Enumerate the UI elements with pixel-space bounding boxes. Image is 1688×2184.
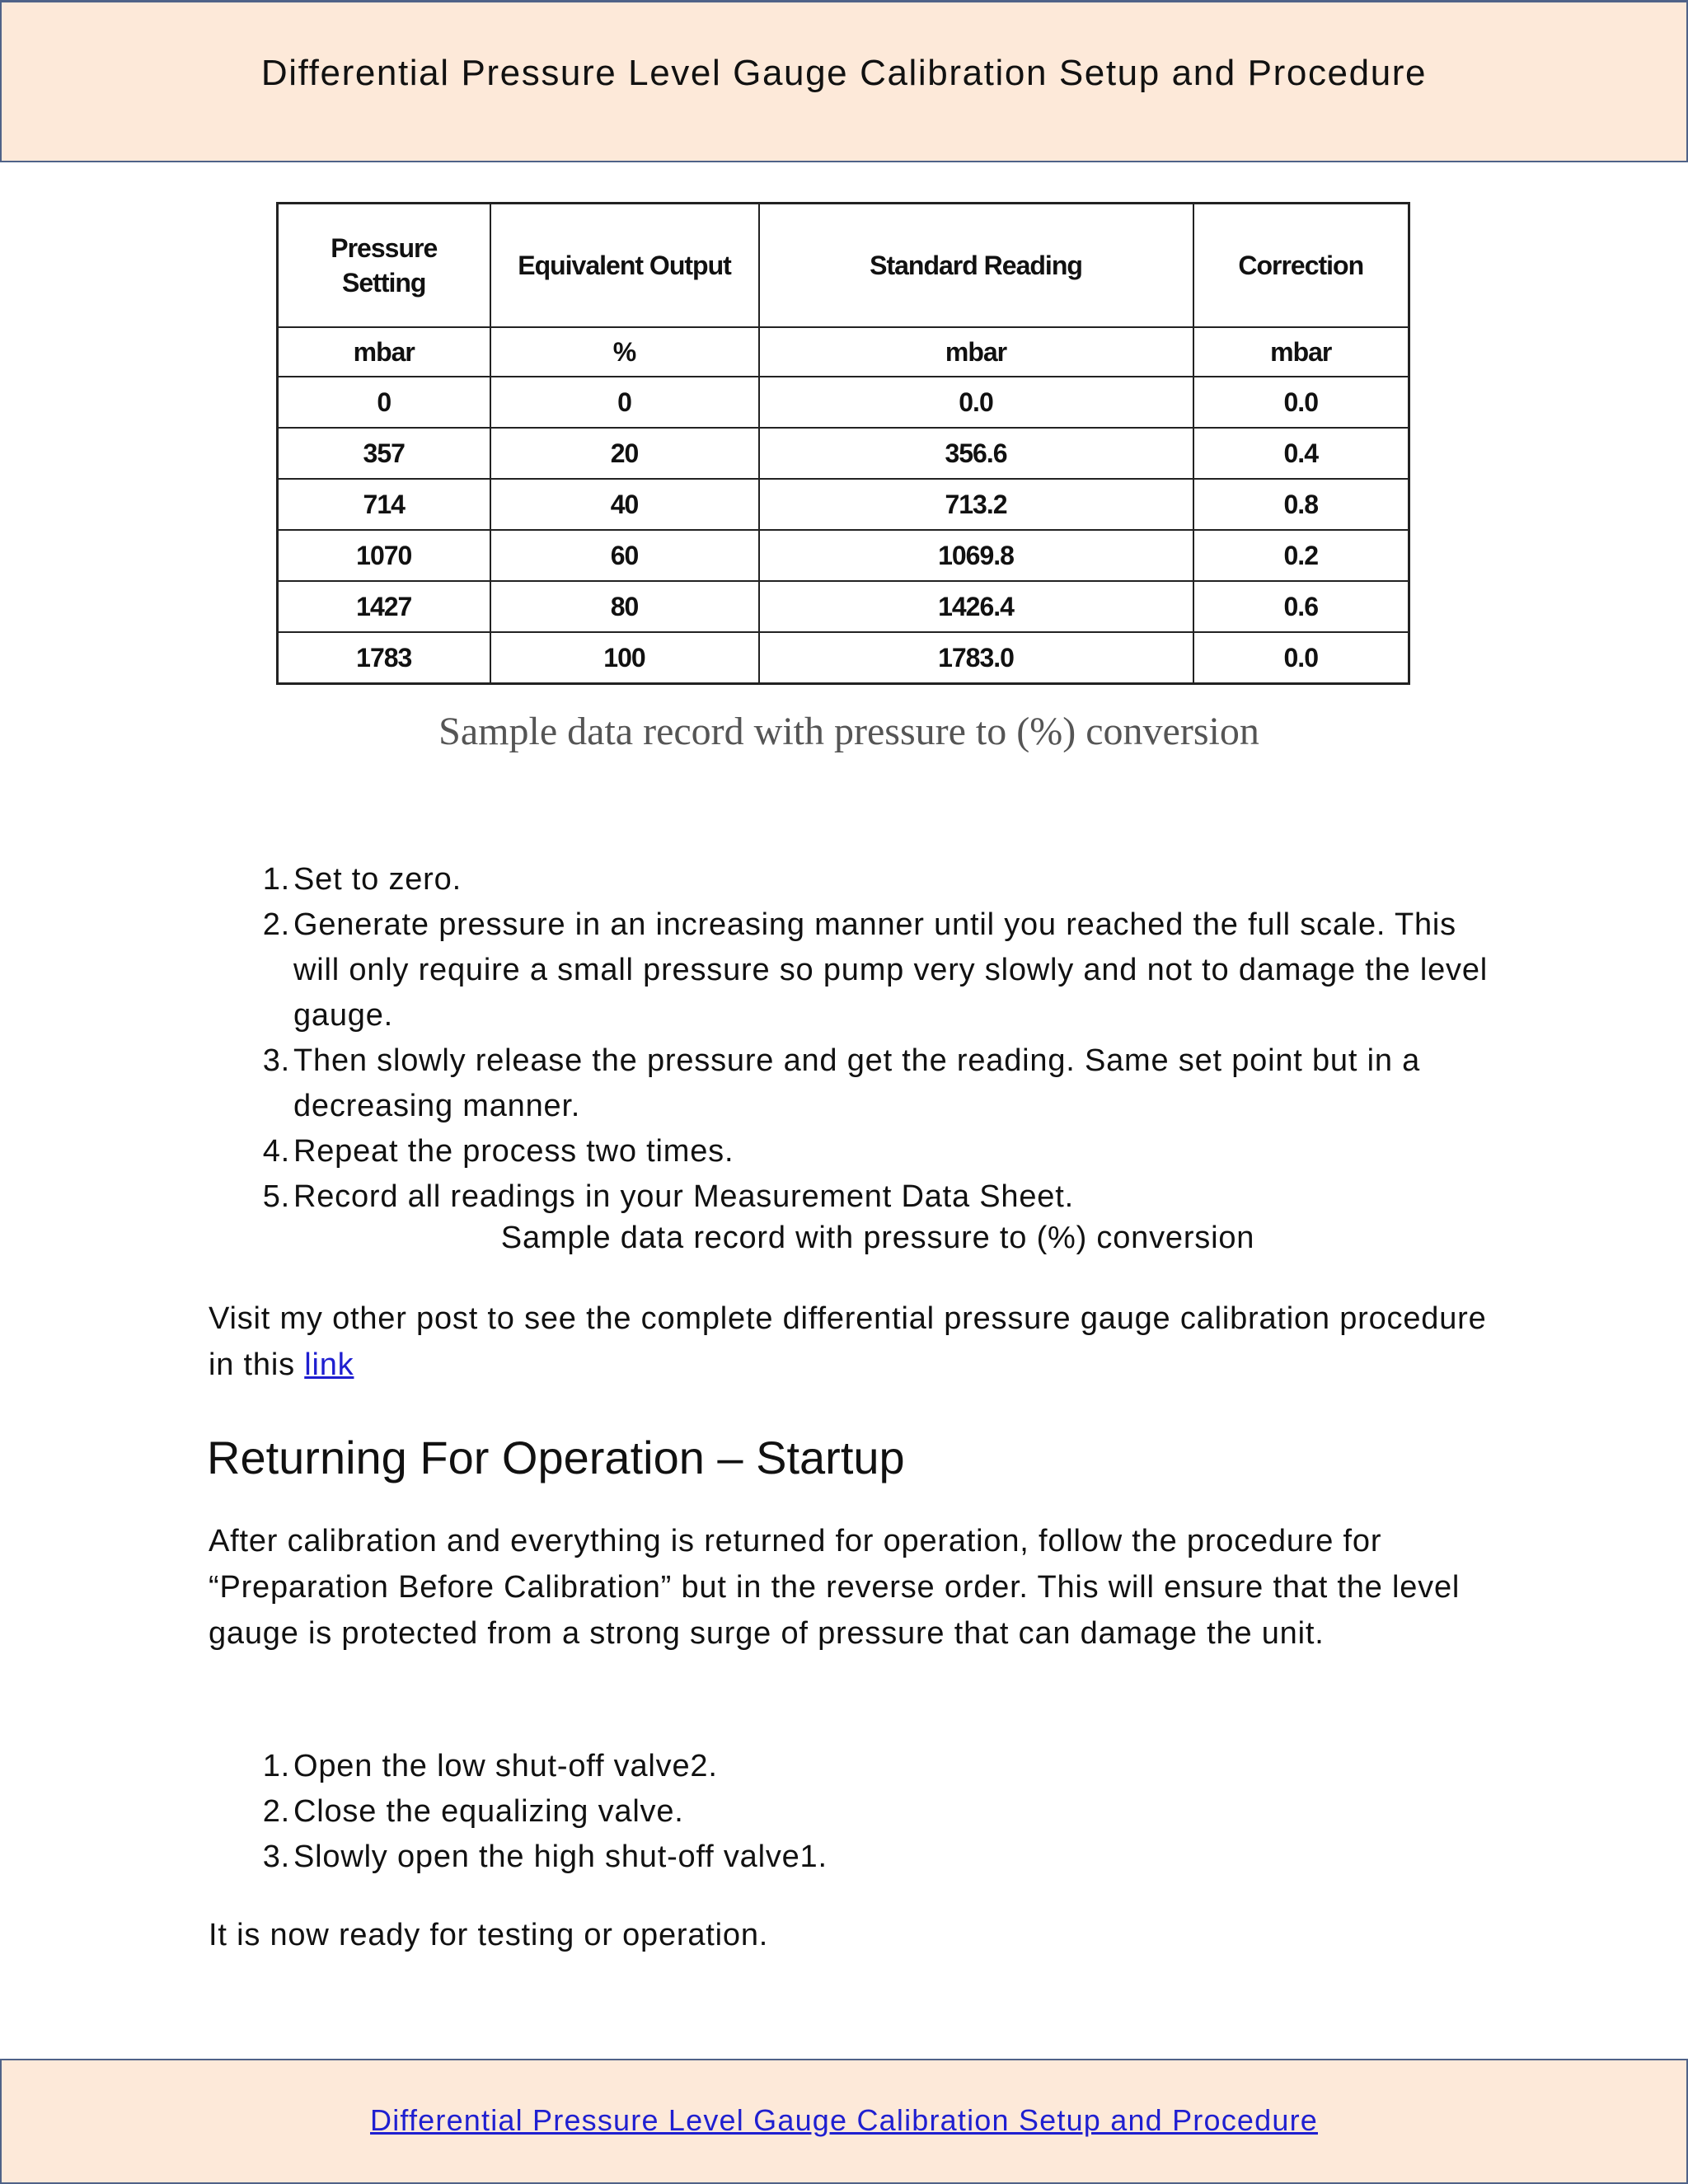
table-cell: 713.2 — [759, 479, 1193, 530]
header-pressure-setting: Pressure Setting — [278, 204, 490, 328]
unit-cell: mbar — [278, 327, 490, 377]
calibration-steps-list — [247, 857, 1489, 1220]
table-cell: 0 — [278, 377, 490, 428]
procedure-link[interactable]: link — [304, 1347, 354, 1382]
table-cell: 80 — [490, 581, 759, 632]
table-cell: 1783 — [278, 632, 490, 684]
table-cell: 40 — [490, 479, 759, 530]
table-header-row — [278, 204, 1409, 328]
closing-paragraph: It is now ready for testing or operation. — [209, 1918, 769, 1952]
list-item — [247, 1744, 1489, 1789]
table-cell: 1070 — [278, 530, 490, 581]
table-cell: 0.4 — [1193, 428, 1409, 479]
table-cell: 0.0 — [1193, 632, 1409, 684]
list-item-text: Set to zero. — [293, 862, 462, 897]
table-row — [278, 377, 1409, 428]
list-item-number: 4. — [262, 1134, 290, 1169]
table-row — [278, 530, 1409, 581]
footer-link[interactable]: Differential Pressure Level Gauge Calibration Setup and Procedure — [370, 2103, 1318, 2137]
list-item — [247, 1129, 1489, 1174]
table-cell: 0.2 — [1193, 530, 1409, 581]
section-heading: Returning For Operation – Startup — [207, 1432, 905, 1483]
visit-paragraph — [209, 1296, 1494, 1388]
list-item-number: 5. — [262, 1179, 290, 1214]
list-item-text: Generate pressure in an increasing manner until you reached the full scale. This will only require a small pressure so pump very slowly and not to damage the level gauge. — [293, 907, 1489, 1033]
unit-cell: mbar — [1193, 327, 1409, 377]
table-cell: 357 — [278, 428, 490, 479]
list-item — [247, 1174, 1489, 1220]
list-item-text: Then slowly release the pressure and get the reading. Same set point but in a decreasing manner. — [293, 1043, 1421, 1123]
list-item — [247, 902, 1489, 1038]
data-table-container — [276, 202, 1410, 685]
table-row — [278, 479, 1409, 530]
list-item-text: Record all readings in your Measurement Data Sheet. — [293, 1179, 1074, 1214]
table-caption: Sample data record with pressure to (%) conversion — [438, 710, 1259, 753]
page-title: Differential Pressure Level Gauge Calibration Setup and Procedure — [260, 53, 1428, 93]
list-item-number: 1. — [262, 1749, 290, 1783]
header-standard-reading: Standard Reading — [759, 204, 1193, 328]
list-item-number: 1. — [262, 862, 290, 897]
table-units-row — [278, 327, 1409, 377]
unit-cell: mbar — [759, 327, 1193, 377]
table-cell: 0.6 — [1193, 581, 1409, 632]
list-item-text: Slowly open the high shut-off valve1. — [293, 1840, 828, 1874]
startup-intro-paragraph: After calibration and everything is returned for operation, follow the procedure for “Preparation Before Calibration” but in the reverse order. This will ensure that the level gauge is protected from a strong surge of pressure that can damage the unit. — [209, 1524, 1461, 1651]
table-cell: 60 — [490, 530, 759, 581]
table-cell: 100 — [490, 632, 759, 684]
list-item — [247, 857, 1489, 902]
table-cell: 0.0 — [759, 377, 1193, 428]
header-correction: Correction — [1193, 204, 1409, 328]
list-item-text: Open the low shut-off valve2. — [293, 1749, 718, 1783]
table-cell: 1426.4 — [759, 581, 1193, 632]
header-equivalent-output: Equivalent Output — [490, 204, 759, 328]
list-item-number: 2. — [262, 907, 290, 942]
table-cell: 0.0 — [1193, 377, 1409, 428]
visit-text: Visit my other post to see the complete differential pressure gauge calibration procedure in this — [209, 1301, 1487, 1382]
list-item-text: Close the equalizing valve. — [293, 1794, 684, 1829]
list-item-number: 3. — [262, 1840, 290, 1874]
table-cell: 0.8 — [1193, 479, 1409, 530]
list-item — [247, 1038, 1489, 1129]
table-cell: 714 — [278, 479, 490, 530]
table-cell: 1069.8 — [759, 530, 1193, 581]
list-item — [247, 1835, 1489, 1880]
table-cell: 356.6 — [759, 428, 1193, 479]
table-cell: 1783.0 — [759, 632, 1193, 684]
list-item-text: Repeat the process two times. — [293, 1134, 734, 1169]
unit-cell: % — [490, 327, 759, 377]
repeated-caption: Sample data record with pressure to (%) conversion — [500, 1221, 1255, 1255]
list-item — [247, 1789, 1489, 1835]
table-cell: 0 — [490, 377, 759, 428]
list-item-number: 3. — [262, 1043, 290, 1078]
table-cell: 1427 — [278, 581, 490, 632]
calibration-data-table — [276, 202, 1410, 685]
table-row — [278, 581, 1409, 632]
startup-steps-list — [247, 1744, 1489, 1880]
list-item-number: 2. — [262, 1794, 290, 1829]
table-row — [278, 632, 1409, 684]
table-cell: 20 — [490, 428, 759, 479]
table-row — [278, 428, 1409, 479]
